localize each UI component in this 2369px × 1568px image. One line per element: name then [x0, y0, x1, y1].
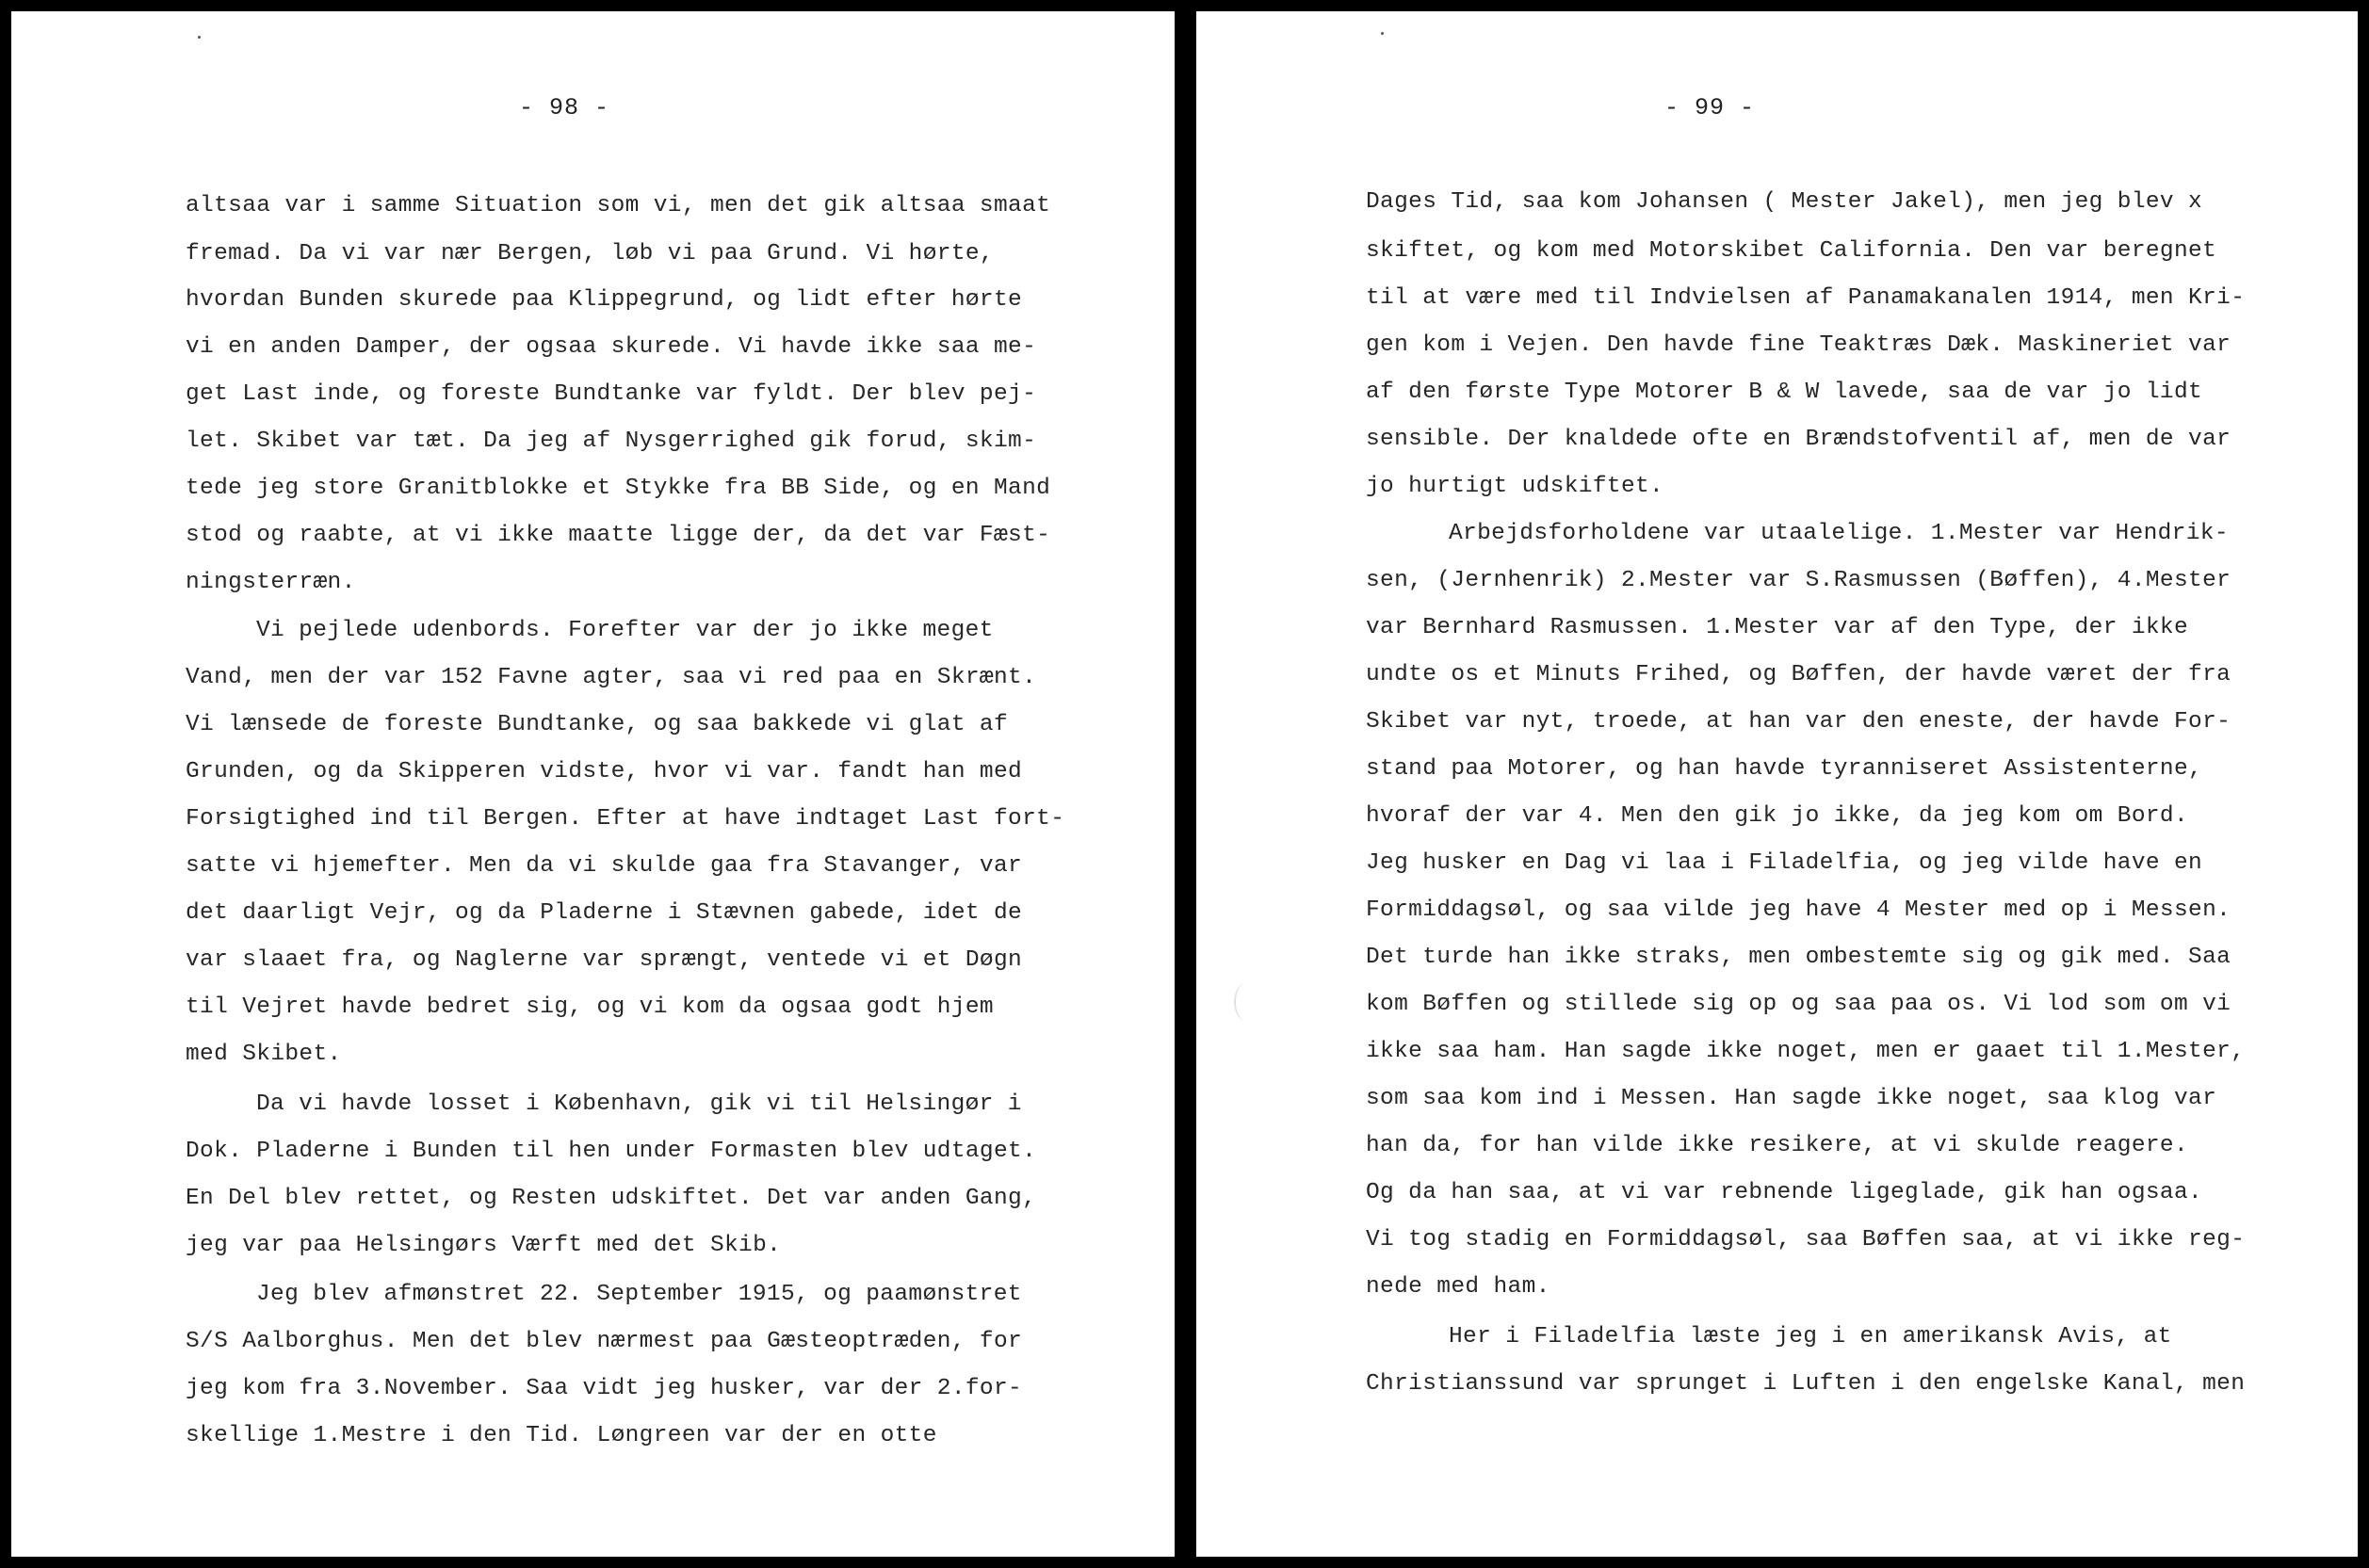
text-line: skiftet, og kom med Motorskibet California. Den var beregnet [1366, 238, 2217, 264]
text-line: gen kom i Vejen. Den havde fine Teaktræs Dæk. Maskineriet var [1366, 332, 2231, 358]
paper-speck [198, 36, 201, 39]
text-line: fremad. Da vi var nær Bergen, løb vi paa Grund. Vi hørte, [186, 241, 994, 267]
text-line: Jeg husker en Dag vi laa i Filadelfia, og jeg vilde have en [1366, 850, 2203, 876]
text-line: Vand, men der var 152 Favne agter, saa vi red paa en Skrænt. [186, 665, 1037, 690]
text-line: jeg var paa Helsingørs Værft med det Skib. [186, 1233, 782, 1258]
text-line: jo hurtigt udskiftet. [1366, 474, 1664, 499]
text-line: sen, (Jernhenrik) 2.Mester var S.Rasmussen (Bøffen), 4.Mester [1366, 568, 2231, 593]
text-line: til Vejret havde bedret sig, og vi kom da ogsaa godt hjem [186, 994, 994, 1020]
text-line: undte os et Minuts Frihed, og Bøffen, der havde været der fra [1366, 662, 2231, 687]
page-number: - 99 - [1663, 94, 1755, 121]
text-line: var Bernhard Rasmussen. 1.Mester var af den Type, der ikke [1366, 615, 2189, 640]
text-line: ningsterræn. [186, 570, 356, 595]
text-line: af den første Type Motorer B & W lavede, saa de var jo lidt [1366, 380, 2203, 405]
text-line: get Last inde, og foreste Bundtanke var fyldt. Der blev pej- [186, 381, 1037, 407]
text-line: han da, for han vilde ikke resikere, at vi skulde reagere. [1366, 1133, 2189, 1158]
text-line: vi en anden Damper, der ogsaa skurede. Vi havde ikke saa me- [186, 334, 1037, 360]
text-line: med Skibet. [186, 1042, 342, 1067]
text-line: altsaa var i samme Situation som vi, men det gik altsaa smaat [186, 193, 1051, 218]
text-line: Og da han saa, at vi var rebnende ligeglade, gik han ogsaa. [1366, 1180, 2203, 1205]
text-line: let. Skibet var tæt. Da jeg af Nysgerrighed gik forud, skim- [186, 428, 1037, 454]
paper-speck [1381, 32, 1384, 35]
text-line: det daarligt Vejr, og da Pladerne i Stævnen gabede, idet de [186, 900, 1023, 926]
text-line: skellige 1.Mestre i den Tid. Løngreen var der en otte [186, 1423, 937, 1448]
text-line: stand paa Motorer, og han havde tyranniseret Assistenterne, [1366, 756, 2203, 782]
text-line: Arbejdsforholdene var utaalelige. 1.Mester var Hendrik- [1449, 521, 2229, 546]
left-page [11, 11, 1175, 1557]
page-number: - 98 - [518, 94, 609, 121]
text-line: var slaaet fra, og Naglerne var sprængt, ventede vi et Døgn [186, 947, 1023, 973]
text-line: Vi lænsede de foreste Bundtanke, og saa bakkede vi glat af [186, 712, 1009, 737]
text-line: Da vi havde losset i København, gik vi til Helsingør i [256, 1091, 1022, 1117]
text-line: som saa kom ind i Messen. Han sagde ikke noget, saa klog var [1366, 1086, 2217, 1111]
text-line: S/S Aalborghus. Men det blev nærmest paa Gæsteoptræden, for [186, 1329, 1023, 1354]
text-line: Vi pejlede udenbords. Forefter var der jo ikke meget [256, 618, 994, 643]
text-line: Christianssund var sprunget i Luften i den engelske Kanal, men [1366, 1371, 2246, 1397]
text-line: Dages Tid, saa kom Johansen ( Mester Jakel), men jeg blev x [1366, 189, 2203, 215]
text-line: tede jeg store Granitblokke et Stykke fra BB Side, og en Mand [186, 476, 1051, 501]
text-line: sensible. Der knaldede ofte en Brændstofventil af, men de var [1366, 427, 2231, 452]
text-line: kom Bøffen og stillede sig op og saa paa os. Vi lod som om vi [1366, 992, 2231, 1017]
text-line: Formiddagsøl, og saa vilde jeg have 4 Mester med op i Messen. [1366, 897, 2231, 923]
text-line: hvordan Bunden skurede paa Klippegrund, og lidt efter hørte [186, 287, 1023, 313]
text-line: hvoraf der var 4. Men den gik jo ikke, da jeg kom om Bord. [1366, 803, 2189, 829]
text-line: Grunden, og da Skipperen vidste, hvor vi var. fandt han med [186, 759, 1023, 784]
text-line: satte vi hjemefter. Men da vi skulde gaa fra Stavanger, var [186, 853, 1023, 879]
text-line: ikke saa ham. Han sagde ikke noget, men er gaaet til 1.Mester, [1366, 1039, 2246, 1064]
text-line: En Del blev rettet, og Resten udskiftet. Det var anden Gang, [186, 1186, 1037, 1211]
text-line: Vi tog stadig en Formiddagsøl, saa Bøffen saa, at vi ikke reg- [1366, 1227, 2246, 1253]
text-line: Dok. Pladerne i Bunden til hen under Formasten blev udtaget. [186, 1139, 1037, 1164]
text-line: Det turde han ikke straks, men ombestemte sig og gik med. Saa [1366, 945, 2231, 970]
text-line: Forsigtighed ind til Bergen. Efter at have indtaget Last fort- [186, 806, 1065, 832]
text-line: jeg kom fra 3.November. Saa vidt jeg husker, var der 2.for- [186, 1376, 1023, 1401]
text-line: Her i Filadelfia læste jeg i en amerikansk Avis, at [1449, 1324, 2172, 1350]
text-line: stod og raabte, at vi ikke maatte ligge der, da det var Fæst- [186, 523, 1051, 548]
text-line: Jeg blev afmønstret 22. September 1915, og paamønstret [256, 1282, 1022, 1307]
text-line: Skibet var nyt, troede, at han var den eneste, der havde For- [1366, 709, 2231, 735]
margin-mark [1234, 983, 1258, 1021]
text-line: nede med ham. [1366, 1274, 1550, 1300]
right-page [1196, 11, 2358, 1557]
text-line: til at være med til Indvielsen af Panamakanalen 1914, men Kri- [1366, 285, 2246, 311]
